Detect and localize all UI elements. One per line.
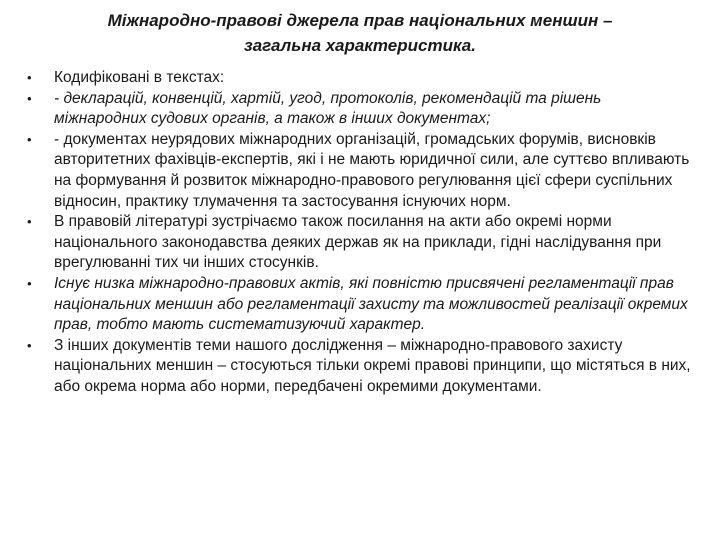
bullet-list — [0, 68, 720, 398]
bullet-item-systematizing-acts — [0, 274, 720, 336]
bullet-item-legal-literature — [0, 212, 720, 274]
bullet-icon: • — [27, 70, 32, 85]
page-title-line-1: Міжнародно-правові джерела прав національних меншин – — [107, 11, 613, 30]
page-title — [40, 8, 680, 58]
bullet-text: - декларацій, конвенцій, хартій, угод, протоколів, рекомендацій та рішень міжнародних судових органів, а також в інших документах; — [54, 89, 602, 128]
bullet-icon: • — [27, 131, 32, 147]
bullet-text: Існує низка міжнародно-правових актів, які повністю присвячені регламентації прав національних меншин або регламентації захисту та можливостей реалізації окремих прав, тобто мають систематизуючий характер. — [54, 274, 688, 334]
bullet-icon: • — [27, 337, 32, 353]
bullet-icon: • — [27, 90, 32, 106]
bullet-text: - документах неурядових міжнародних організацій, громадських форумів, висновків авторитетних фахівців-експертів, які і не мають юридичної сили, але суттєво впливають на формування й розвиток міжнародно-правового регулювання цієї сфери суспільних відносин, практику тлумачення та застосування існуючих норм. — [54, 130, 690, 210]
bullet-text: З інших документів теми нашого дослідження – міжнародно-правового захисту національних меншин – стосуються тільки окремі правові принципи, що містяться в них, або окрема норма або норми, передбачені окремими документами. — [54, 336, 691, 395]
bullet-text: Кодифіковані в текстах: — [54, 69, 225, 86]
bullet-icon: • — [27, 214, 32, 230]
bullet-icon: • — [27, 275, 32, 291]
bullet-item-other-documents — [0, 336, 720, 398]
bullet-text: В правовій літературі зустрічаємо також посилання на акти або окремі норми національного законодавства деяких держав як на приклади, гідні наслідування при врегулюванні тих чи інших стосунків. — [54, 213, 662, 272]
bullet-item-ngo-documents — [0, 130, 720, 212]
bullet-item-declarations — [0, 89, 720, 130]
bullet-item-codified — [0, 68, 720, 89]
page-title-line-2: загальна характеристика. — [244, 36, 476, 55]
